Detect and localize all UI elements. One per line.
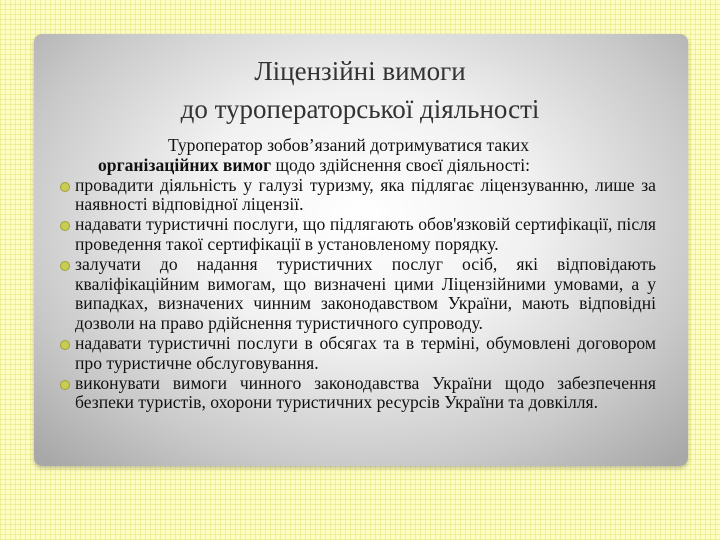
bullet-icon <box>60 261 70 271</box>
intro-line-1: Туроператор зобов’язаний дотримуватися таких <box>168 135 530 155</box>
requirements-list <box>60 176 656 414</box>
slide-content <box>60 136 656 413</box>
slide-title <box>0 52 720 128</box>
bullet-icon <box>60 221 70 231</box>
bullet-icon <box>60 182 70 192</box>
list-item-text: провадити діяльність у галузі туризму, яка підлягає ліцензуванню, лише за наявності відповідної ліцензії. <box>75 174 656 215</box>
title-line-1: Ліцензійні вимоги <box>254 56 466 86</box>
list-item-text: залучати до надання туристичних послуг осіб, які відповідають кваліфікаційним вимогам, що визначені цими Ліцензійними умовами, а у випадках, визначених чинним законодавством України, мають відповідні дозволи на право рдійснення туристичного супроводу. <box>75 253 656 334</box>
title-line-2: до туроператорської діяльності <box>180 94 540 124</box>
list-item <box>60 176 656 216</box>
list-item <box>60 215 656 255</box>
intro-line-2 <box>60 156 656 176</box>
list-item <box>60 334 656 374</box>
list-item <box>60 374 656 414</box>
list-item-text: надавати туристичні послуги, що підлягають обов'язковій сертифікації, після проведення такої сертифікації в установленому порядку. <box>75 214 656 254</box>
list-item-text: надавати туристичні послуги в обсягах та в терміні, обумовлені договором про туристичне обслуговування. <box>75 332 656 373</box>
list-item <box>60 255 656 334</box>
bullet-icon <box>60 380 70 390</box>
intro-rest-text: щодо здійснення своєї діяльності: <box>271 154 530 175</box>
intro-bold-text: організаційних вимог <box>98 154 272 175</box>
bullet-icon <box>60 340 70 350</box>
list-item-text: виконувати вимоги чинного законодавства України щодо забезпечення безпеки туристів, охорони туристичних ресурсів України та довкілля. <box>75 372 656 413</box>
